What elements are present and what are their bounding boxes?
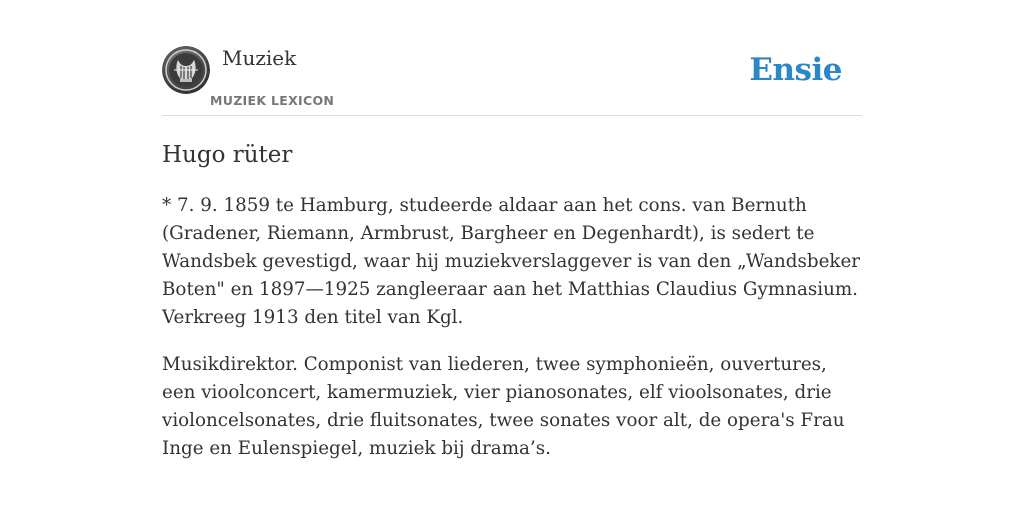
lyre-emblem-icon[interactable] [162,46,210,94]
article-body [162,192,864,482]
source-name[interactable]: Muziek [222,46,297,70]
article-title: Hugo rüter [162,142,293,168]
header [162,44,862,116]
article-paragraph: * 7. 9. 1859 te Hamburg, studeerde aldaar aan het cons. van Bernuth (Gradener, Riemann, Armbrust, Bargheer en Degenhardt), is sedert te Wandsbek gevestigd, waar hij muziekverslaggever is van den „Wandsbeker Boten" en 1897—1925 zangleeraar aan het Matthias Claudius Gymnasium. Verkreeg 1913 den titel van Kgl. [162,195,861,328]
brand-logo[interactable]: Ensie [749,52,842,88]
article-paragraph: Musikdirektor. Componist van liederen, twee symphonieën, ouvertures, een vioolconcert, kamermuziek, vier pianosonates, elf vioolsonates, drie violoncelsonates, drie fluitsonates, twee sonates voor alt, de opera's Frau Inge en Eulenspiegel, muziek bij drama’s. [162,354,845,459]
source-subtitle: MUZIEK LEXICON [210,93,335,108]
